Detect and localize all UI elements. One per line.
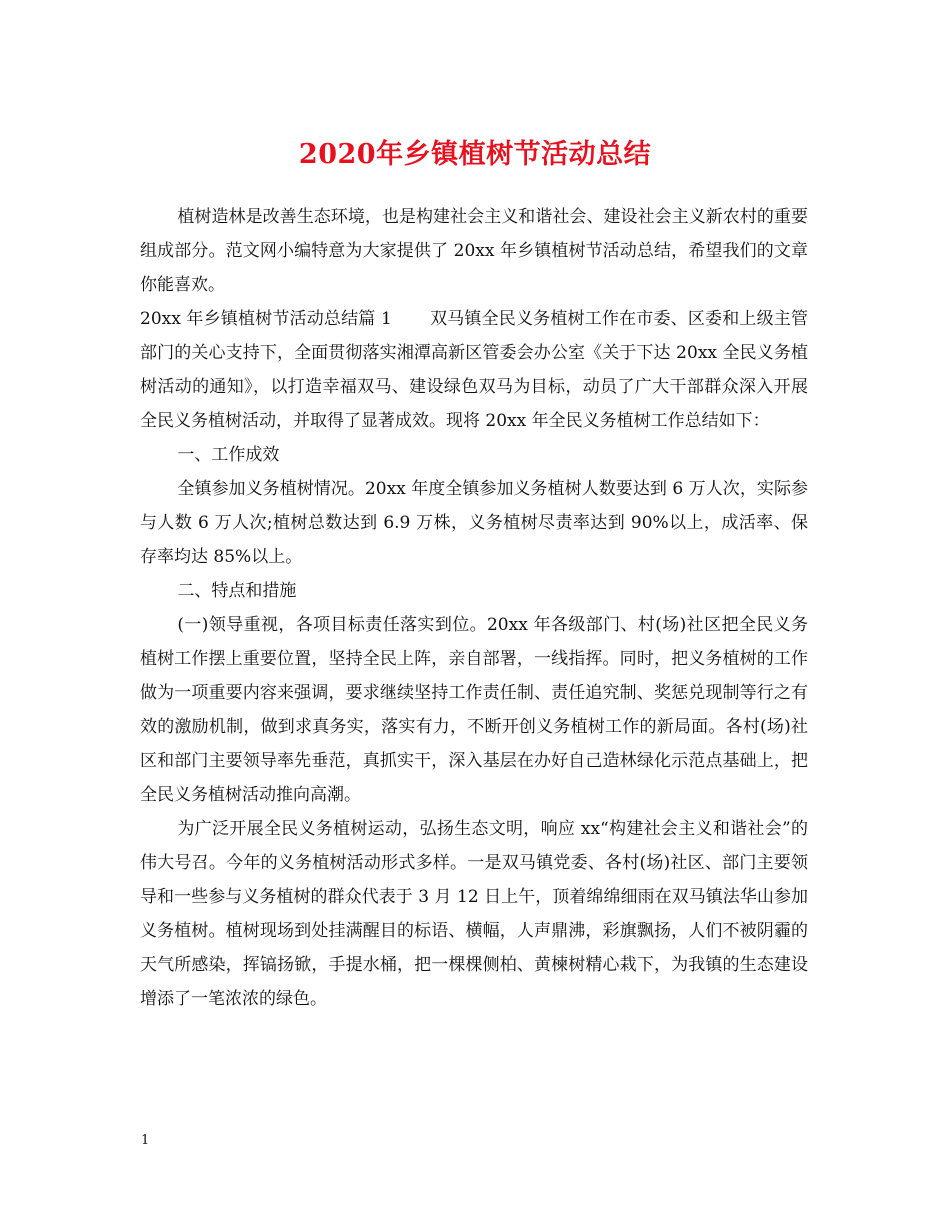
section-results-paragraph: 全镇参加义务植树情况。20xx 年度全镇参加义务植树人数要达到 6 万人次，实际参与人数 6 万人次;植树总数达到 6.9 万株，义务植树尽责率达到 90%以上，成活率、保存率均达 85%以上。 xyxy=(140,479,808,567)
section-measures-paragraph-2: 为广泛开展全民义务植树运动，弘扬生态文明，响应 xx“构建社会主义和谐社会”的伟大号召。今年的义务植树活动形式多样。一是双马镇党委、各村(场)社区、部门主要领导和一些参与义务植树的群众代表于 3 月 12 日上午，顶着绵绵细雨在双马镇法华山参加义务植树。植树现场到处挂满醒目的标语、横幅，人声鼎沸，彩旗飘扬，人们不被阴霾的天气所感染，挥镐扬锨，手提水桶，把一棵棵侧柏、黄楝树精心栽下，为我镇的生态建设增添了一笔浓浓的绿色。 xyxy=(140,819,808,1009)
section-measures-paragraph-1: (一)领导重视，各项目标责任落实到位。20xx 年各级部门、村(场)社区把全民义务植树工作摆上重要位置，坚持全民上阵，亲自部署，一线指挥。同时，把义务植树的工作做为一项重要内容来强调，要求继续坚持工作责任制、责任追究制、奖惩兑现制等行之有效的激励机制，做到求真务实，落实有力，不断开创义务植树工作的新局面。各村(场)社区和部门主要领导率先垂范，真抓实干，深入基层在办好自己造林绿化示范点基础上，把全民义务植树活动推向高潮。 xyxy=(140,615,808,805)
intro-paragraph: 植树造林是改善生态环境，也是构建社会主义和谐社会、建设社会主义新农村的重要组成部分。范文网小编特意为大家提供了 20xx 年乡镇植树节活动总结，希望我们的文章你能喜欢。 xyxy=(140,207,808,295)
article-lead-paragraph xyxy=(140,302,808,438)
section-heading-results: 一、工作成效 xyxy=(177,445,280,465)
document-title: 2020年乡镇植树节活动总结 xyxy=(298,139,652,170)
page-number: 1 xyxy=(141,1133,150,1148)
section-heading-measures: 二、特点和措施 xyxy=(177,581,297,601)
document-body xyxy=(140,200,808,1016)
article-heading: 20xx 年乡镇植树节活动总结篇 1 xyxy=(140,309,392,329)
article-lead-text: 双马镇全民义务植树工作在市委、区委和上级主管部门的关心支持下，全面贯彻落实湘潭高新区管委会办公室《关于下达 20xx 全民义务植树活动的通知》，以打造幸福双马、建设绿色双马为目标，动员了广大干部群众深入开展全民义务植树活动，并取得了显著成效。现将 20xx 年全民义务植树工作总结如下： xyxy=(140,309,808,431)
